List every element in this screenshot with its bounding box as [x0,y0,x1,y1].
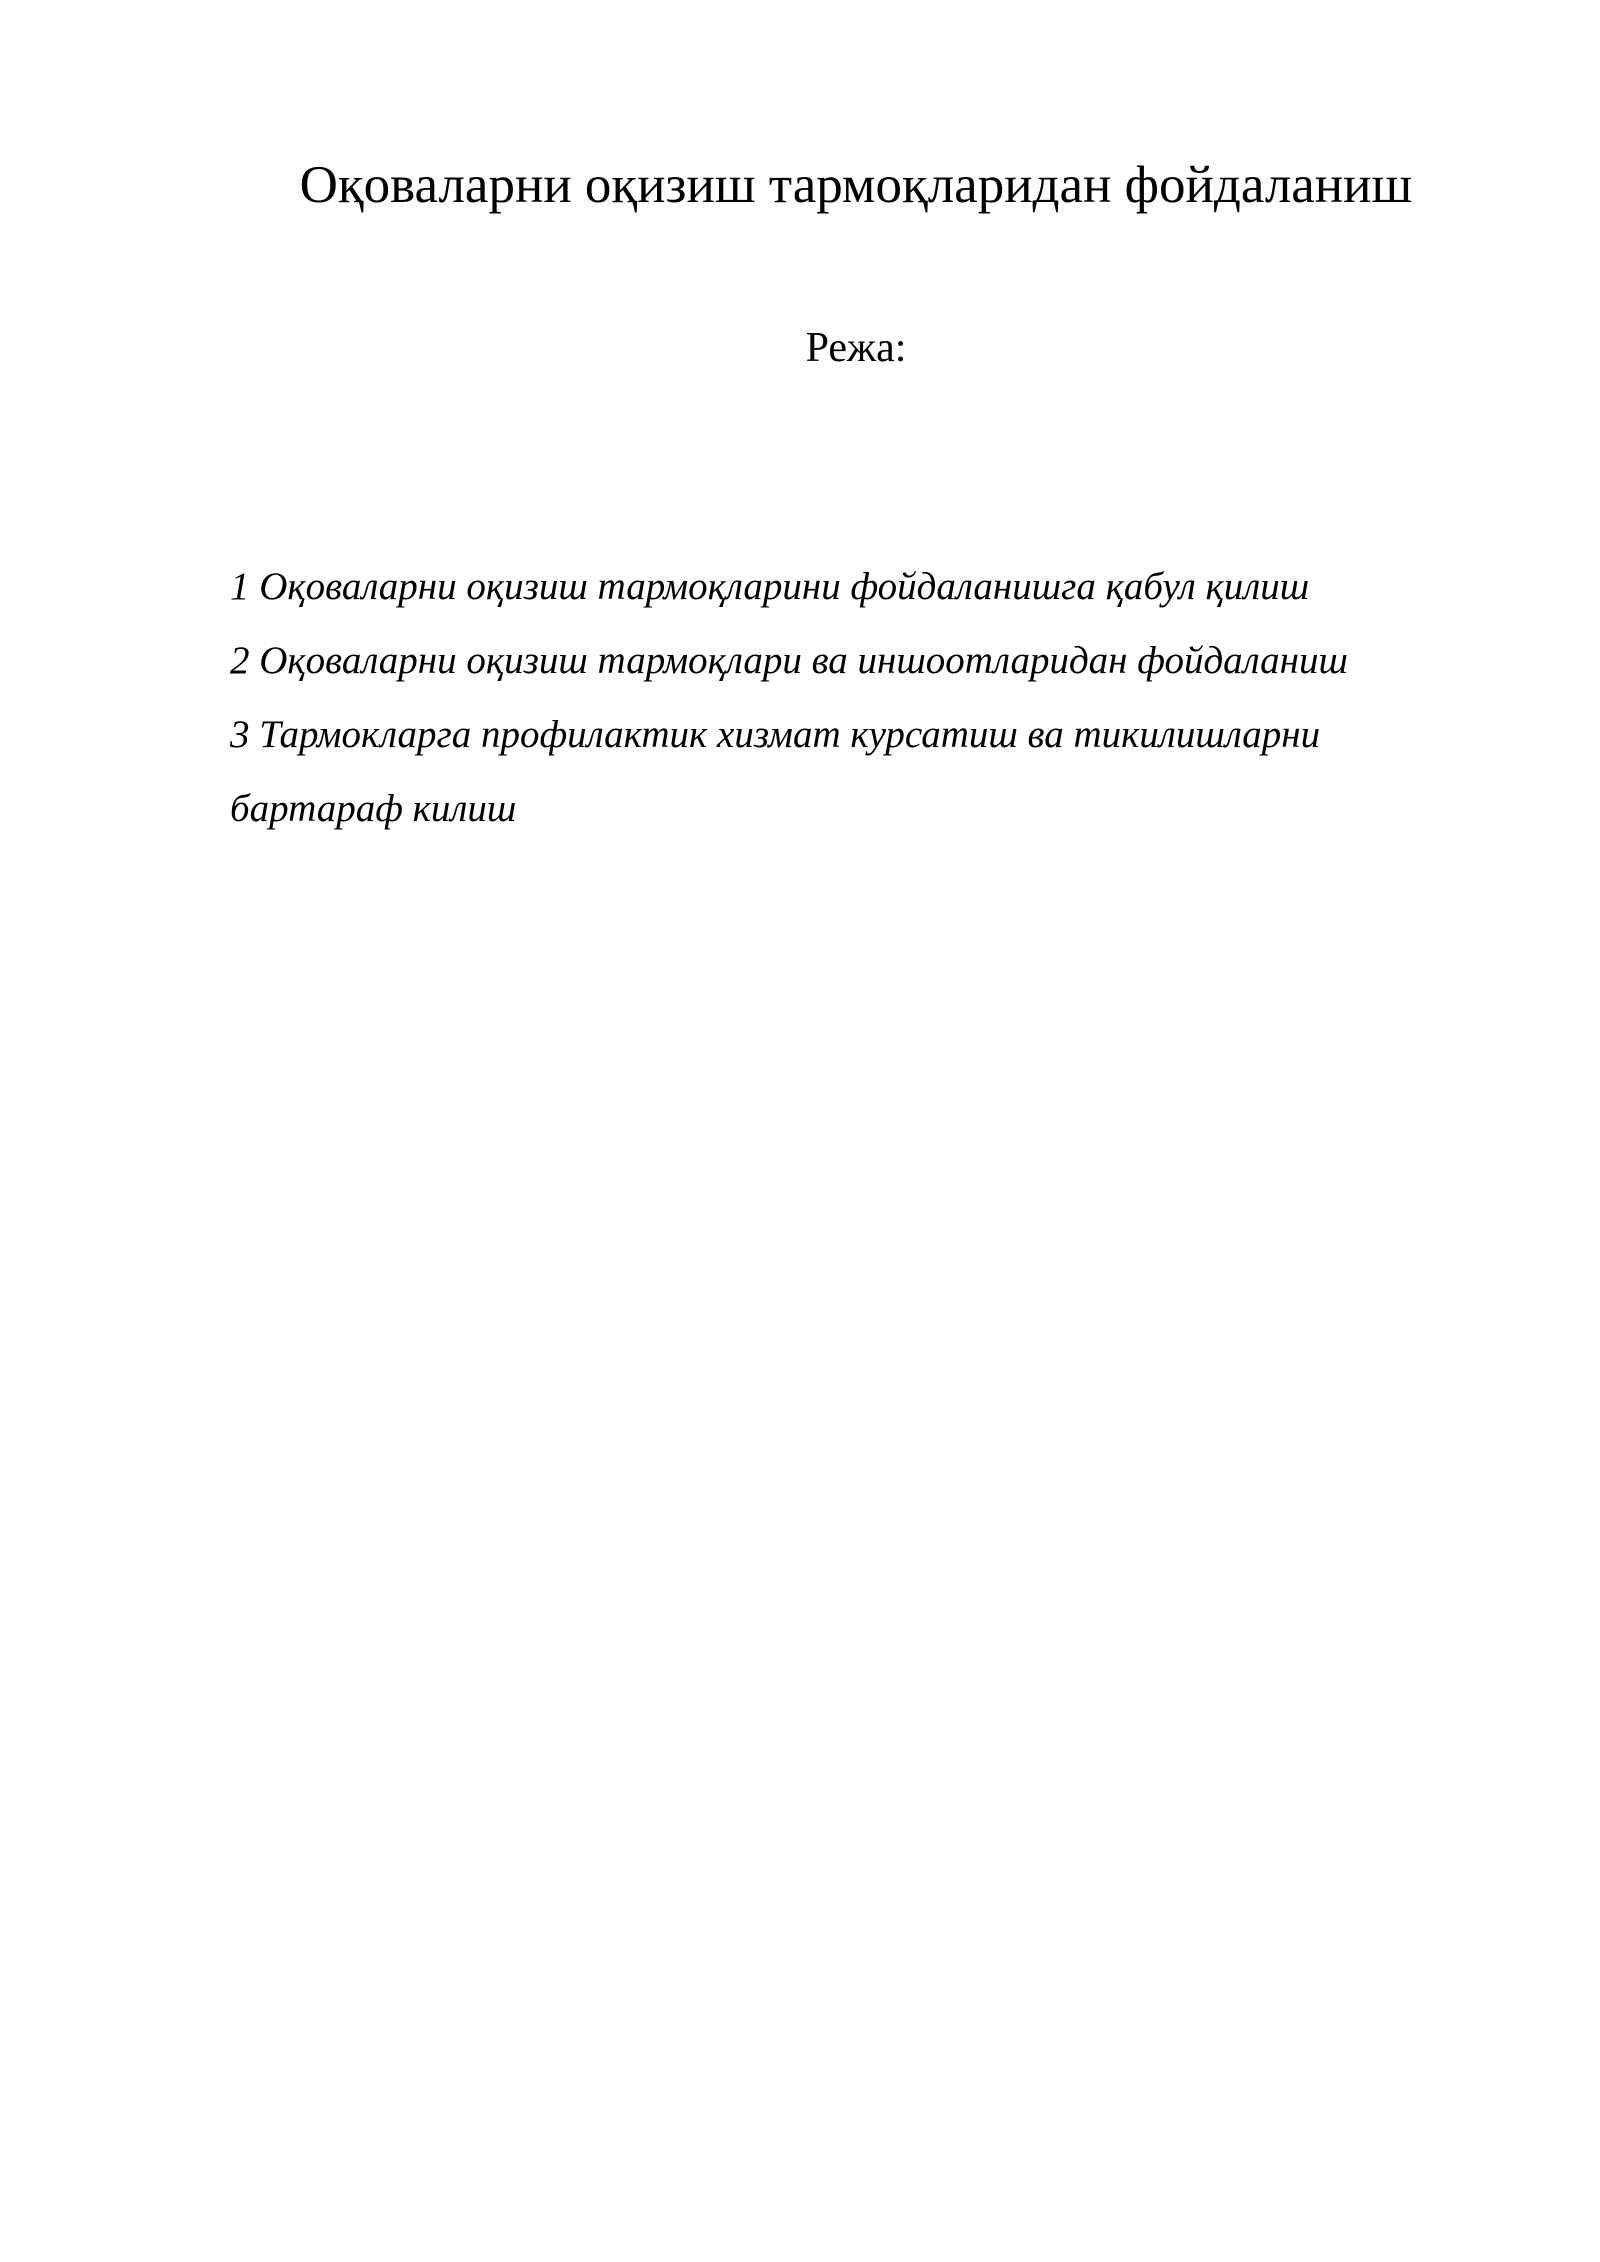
plan-item-3: 3 Тармокларга профилактик хизмат курсатиш ва тикилишларни бартараф килиш [230,713,1321,830]
plan-item-2: 2 Оқоваларни оқизиш тармоқлари ва иншоотларидан фойдаланиш [230,639,1348,682]
plan-list [230,550,1490,846]
plan-heading: Режа: [805,325,907,371]
plan-item-1: 1 Оқоваларни оқизиш тармоқларини фойдаланишга қабул қилиш [230,565,1310,608]
document-title: Оқоваларни оқизиш тармоқларидан фойдаланиш [299,156,1413,214]
